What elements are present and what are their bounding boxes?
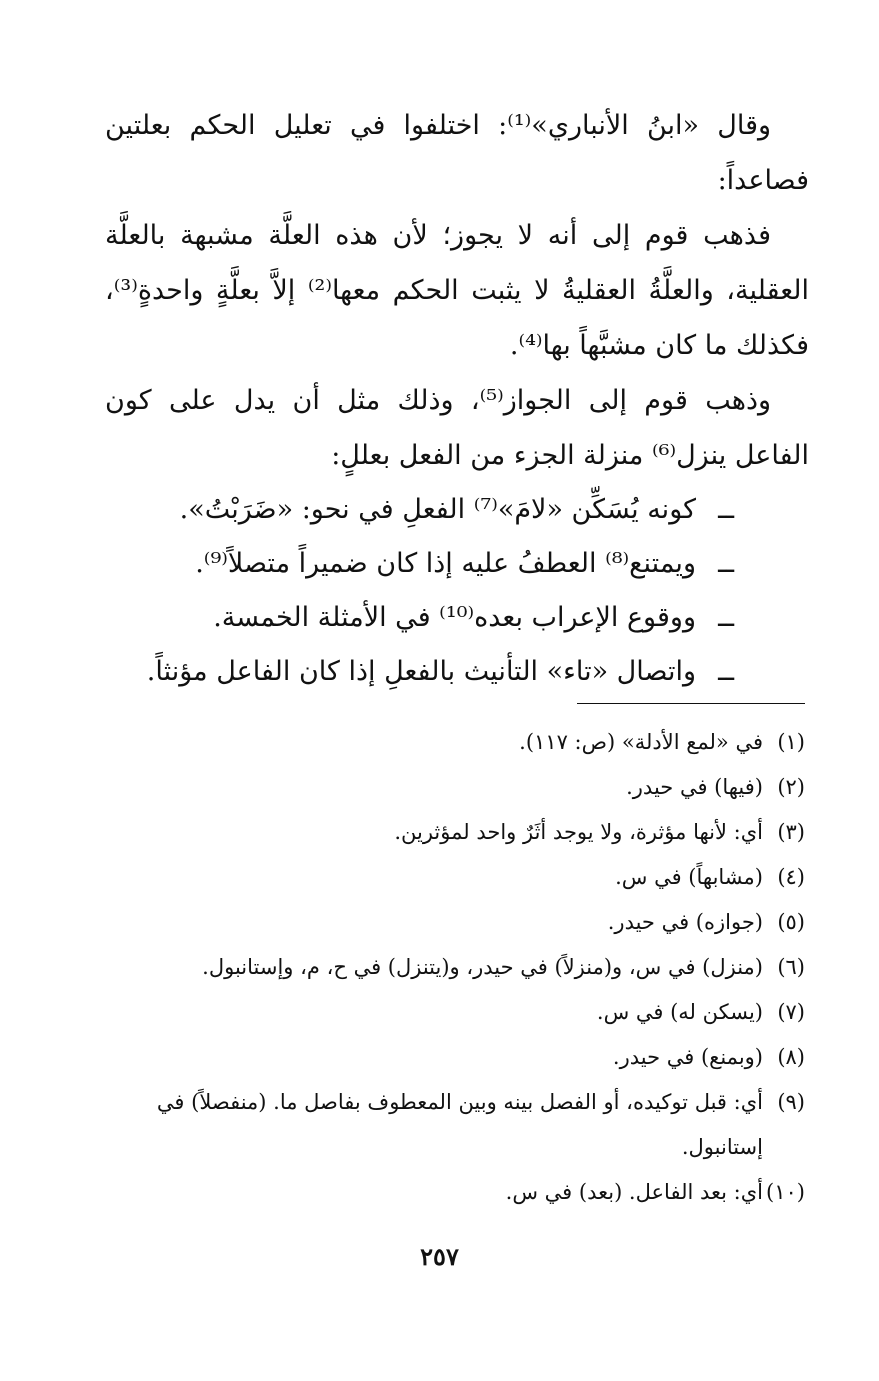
dash-marker: ــ — [718, 602, 734, 633]
list-item — [105, 483, 734, 537]
footnote — [105, 855, 805, 900]
footnote — [105, 945, 805, 990]
footnote-text: أي: لأنها مؤثرة، ولا يوجد أثَرٌ واحد لمؤثرين. — [394, 820, 763, 844]
footnotes — [105, 720, 805, 1215]
list-item — [105, 645, 734, 699]
list-item-text: ويمتنع⁽⁸⁾ العطفُ عليه إذا كان ضميراً متصلاً⁽⁹⁾. — [195, 548, 696, 579]
list-item — [105, 537, 734, 591]
footnote-number: (٣) — [777, 820, 805, 844]
footnote-number: (١٠) — [766, 1180, 805, 1204]
footnote-number: (١) — [777, 730, 805, 754]
footnote-text: (جوازه) في حيدر. — [607, 910, 763, 934]
paragraph-1: وقال «ابنُ الأنباري»⁽¹⁾: اختلفوا في تعليل الحكم بعلتين فصاعداً: — [105, 110, 809, 196]
paragraph-2: فذهب قوم إلى أنه لا يجوز؛ لأن هذه العلَّة مشبهة بالعلَّة العقلية، والعلَّةُ العقليةُ لا يثبت الحكم معها⁽²⁾ إلاَّ بعلَّةٍ واحدةٍ⁽³⁾، فكذلك ما كان مشبَّهاً بها⁽⁴⁾. — [105, 220, 809, 361]
footnote — [105, 765, 805, 810]
footnote-number: (٥) — [777, 910, 805, 934]
footnote-text: (مشابهاً) في س. — [615, 865, 763, 889]
footnote — [105, 900, 805, 945]
dash-marker: ــ — [718, 494, 734, 525]
footnote-number: (٤) — [777, 865, 805, 889]
footnote-divider — [577, 703, 805, 704]
paragraph-3: وذهب قوم إلى الجواز⁽⁵⁾، وذلك مثل أن يدل على كون الفاعل ينزل⁽⁶⁾ منزلة الجزء من الفعل بعللٍ: — [105, 385, 809, 471]
list-item-text: ووقوع الإعراب بعده⁽¹⁰⁾ في الأمثلة الخمسة. — [213, 602, 696, 633]
footnote-text: (وبمنع) في حيدر. — [612, 1045, 763, 1069]
footnote-number: (٢) — [777, 775, 805, 799]
footnote-number: (٦) — [777, 955, 805, 979]
main-text — [105, 98, 809, 699]
footnote-text: (منزل) في س، و(منزلاً) في حيدر، و(يتنزل) في ح، م، وإستانبول. — [202, 955, 763, 979]
footnote-text: (فيها) في حيدر. — [626, 775, 763, 799]
footnote-number: (٧) — [777, 1000, 805, 1024]
list-item-text: كونه يُسَكِّن «لامَ»⁽⁷⁾ الفعلِ في نحو: «ضَرَبْتُ». — [179, 494, 696, 525]
list-item — [105, 591, 734, 645]
footnote-text: أي: بعد الفاعل. (بعد) في س. — [505, 1180, 763, 1204]
list-item-text: واتصال «تاء» التأنيث بالفعلِ إذا كان الفاعل مؤنثاً. — [146, 656, 696, 687]
footnote-number: (٨) — [777, 1045, 805, 1069]
page-number: ٢٥٧ — [420, 1242, 459, 1271]
footnote — [105, 810, 805, 855]
footnote — [105, 990, 805, 1035]
footnote — [105, 1035, 805, 1080]
dash-marker: ــ — [718, 656, 734, 687]
footnote-text: (يسكن له) في س. — [596, 1000, 763, 1024]
footnote — [105, 1170, 805, 1215]
footnote-number: (٩) — [777, 1090, 805, 1114]
reasons-list — [105, 483, 809, 699]
dash-marker: ــ — [718, 548, 734, 579]
footnote-text: أي: قبل توكيده، أو الفصل بينه وبين المعطوف بفاصل ما. (منفصلاً) في إستانبول. — [156, 1090, 763, 1159]
footnote — [105, 1080, 805, 1170]
footnote — [105, 720, 805, 765]
footnote-text: في «لمع الأدلة» (ص: ١١٧). — [519, 730, 763, 754]
